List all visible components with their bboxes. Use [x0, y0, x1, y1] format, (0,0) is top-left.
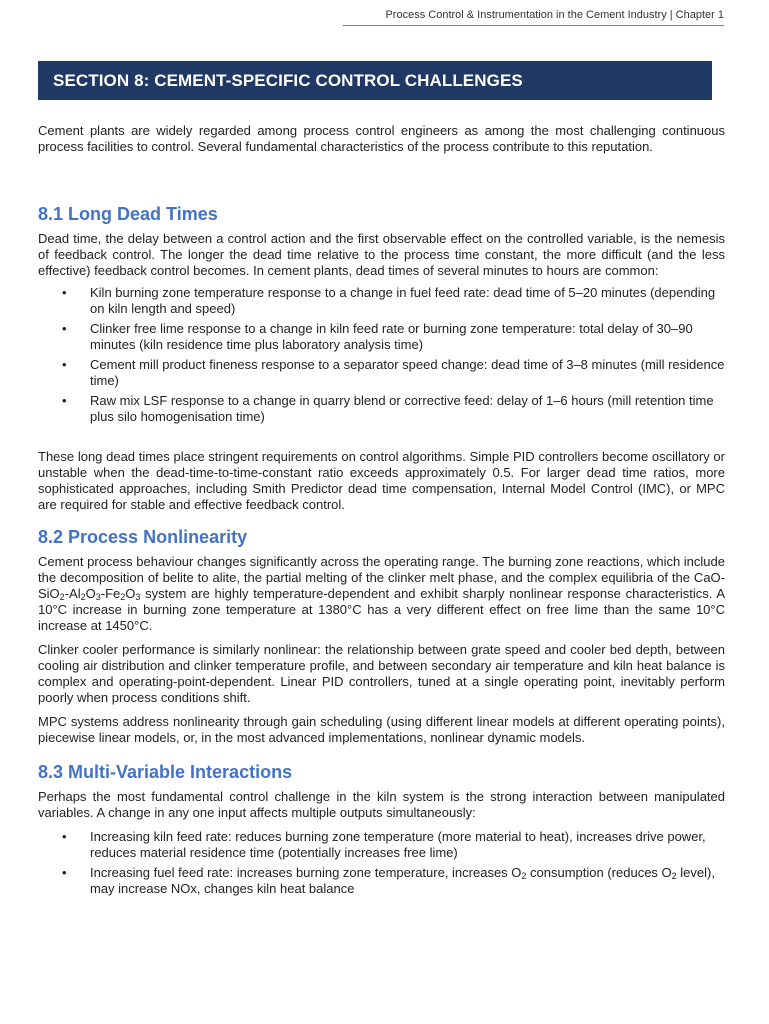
list-item: • Clinker free lime response to a change in kiln feed rate or burning zone temperature: total delay of 30–90 minutes (kiln residence time plus laboratory analysis time)	[62, 321, 693, 352]
list-item: • Raw mix LSF response to a change in quarry blend or corrective feed: delay of 1–6 hours (mill retention time plus silo homogenisation time)	[62, 393, 714, 424]
list-item: • Cement mill product fineness response to a separator speed change: dead time of 3–8 minutes (mill residence time)	[62, 357, 725, 388]
running-header: Process Control & Instrumentation in the Cement Industry | Chapter 1	[385, 9, 724, 21]
bullet-icon: •	[62, 357, 67, 372]
list-item: • Increasing fuel feed rate: increases burning zone temperature, increases $O_2$ consumption (reduces $O_2$ level), may increase NOx, changes kiln heat balance	[62, 865, 715, 896]
paragraph-8-3-1: Perhaps the most fundamental control challenge in the kiln system is the strong interaction between manipulated variables. A change in any one input affects multiple outputs simultaneously:	[38, 789, 725, 820]
list-item: • Kiln burning zone temperature response to a change in fuel feed rate: dead time of 5–20 minutes (depending on kiln length and speed)	[62, 285, 716, 316]
section-banner	[38, 61, 712, 100]
header-rule	[343, 25, 724, 26]
page-content	[38, 123, 725, 901]
paragraph-8-2-2: Clinker cooler performance is similarly nonlinear: the relationship between grate speed and cooler bed depth, between cooling air distribution and clinker temperature profile, and between secondary air temperature and kiln heat balance is complex and operating-point-dependent. Linear PID controllers, tuned at a single operating point, inevitably perform poorly when process conditions shift.	[38, 642, 725, 705]
bullet-icon: •	[62, 285, 67, 300]
paragraph-8-1-1: Dead time, the delay between a control action and the first observable effect on the controlled variable, is the nemesis of feedback control. The longer the dead time relative to the process time constant, the more difficult (and the less effective) feedback control becomes. In cement plants, dead times of several minutes to hours are common:	[38, 231, 725, 278]
bullet-list-8-3	[38, 829, 725, 897]
paragraph-8-1-2: These long dead times place stringent requirements on control algorithms. Simple PID controllers become oscillatory or unstable when the dead-time-to-time-constant ratio exceeds approximately 0.5. For larger dead time ratios, more sophisticated approaches, including Smith Predictor dead time compensation, Internal Model Control (IMC), or MPC are required for stable and effective feedback control.	[38, 449, 725, 512]
paragraph-8-2-3: MPC systems address nonlinearity through gain scheduling (using different linear models at different operating points), piecewise linear models, or, in the most advanced implementations, nonlinear dynamic models.	[38, 714, 725, 745]
heading-8-3: 8.3 Multi-Variable Interactions	[38, 762, 293, 782]
list-item: • Increasing kiln feed rate: reduces burning zone temperature (more material to heat), increases drive power, reduces material residence time (potentially increases free lime)	[62, 829, 706, 860]
heading-8-2: 8.2 Process Nonlinearity	[38, 527, 248, 547]
paragraph-8-2-1: Cement process behaviour changes significantly across the operating range. The burning zone reactions, which include the decomposition of belite to alite, the partial melting of the clinker melt phase, and the complex equilibria of the CaO-$SiO_2-Al_2O_3-Fe_2O_3$ system are highly temperature-dependent and exhibit sharply nonlinear response characteristics. A 10°C increase in burning zone temperature at 1380°C has a very different effect on free lime than the same 10°C increase at 1450°C.	[38, 554, 725, 633]
bullet-icon: •	[62, 829, 67, 844]
bullet-list-8-1	[38, 285, 725, 425]
bullet-icon: •	[62, 865, 67, 880]
heading-8-1: 8.1 Long Dead Times	[38, 204, 218, 224]
section-title: SECTION 8: CEMENT-SPECIFIC CONTROL CHALLENGES	[53, 70, 523, 90]
bullet-icon: •	[62, 393, 67, 408]
bullet-icon: •	[62, 321, 67, 336]
section-intro: Cement plants are widely regarded among process control engineers as among the most challenging continuous process facilities to control. Several fundamental characteristics of the process contribute to this reputation.	[38, 123, 725, 154]
